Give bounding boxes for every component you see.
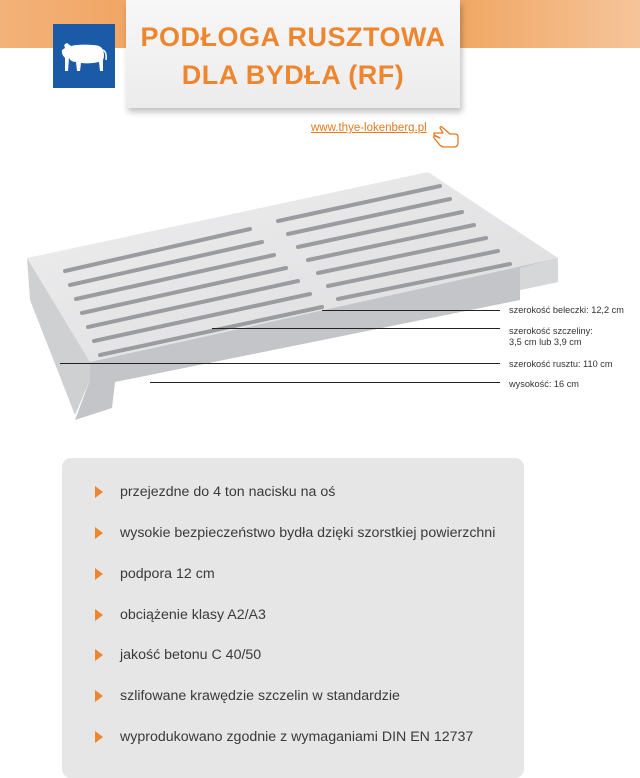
annotation-height: wysokość: 16 cm	[509, 379, 579, 389]
feature-text: szlifowane krawędzie szczelin w standardzie	[120, 688, 400, 704]
triangle-bullet-icon	[95, 649, 103, 661]
title-panel	[126, 0, 460, 108]
triangle-bullet-icon	[95, 486, 103, 498]
feature-text: obciążenie klasy A2/A3	[120, 607, 266, 623]
annotation-beam-width: szerokość beleczki: 12,2 cm	[509, 305, 624, 315]
triangle-bullet-icon	[95, 731, 103, 743]
hand-pointer-icon	[431, 124, 461, 150]
feature-item	[95, 647, 261, 663]
triangle-bullet-icon	[95, 527, 103, 539]
cow-icon	[59, 38, 109, 74]
feature-item	[95, 688, 400, 704]
feature-text: jakość betonu C 40/50	[120, 647, 262, 663]
triangle-bullet-icon	[95, 568, 103, 580]
feature-item	[95, 729, 473, 745]
feature-item	[95, 607, 266, 623]
feature-item	[95, 484, 335, 500]
annotation-slot-width-2: 3,5 cm lub 3,9 cm	[509, 337, 582, 347]
feature-text: podpora 12 cm	[120, 566, 215, 582]
annotation-line-height	[150, 382, 500, 383]
annotation-grate-width: szerokość rusztu: 110 cm	[509, 359, 613, 369]
feature-text: wysokie bezpieczeństwo bydła dzięki szorstkiej powierzchni	[120, 525, 496, 541]
website-link[interactable]: www.thye-lokenberg.pl	[311, 122, 427, 134]
annotation-slot-width-1: szerokość szczeliny:	[509, 326, 593, 336]
feature-text: przejezdne do 4 ton nacisku na oś	[120, 484, 336, 500]
page-title-line1: PODŁOGA RUSZTOWA	[140, 22, 446, 52]
triangle-bullet-icon	[95, 609, 103, 621]
annotation-line-slot	[212, 328, 500, 329]
triangle-bullet-icon	[95, 690, 103, 702]
feature-item	[95, 525, 495, 541]
feature-item	[95, 566, 215, 582]
page-title-line2: DLA BYDŁA (RF)	[181, 60, 405, 90]
annotation-line-width	[60, 363, 500, 364]
feature-text: wyprodukowano zgodnie z wymaganiami DIN EN 12737	[120, 729, 474, 745]
annotation-line-beam	[322, 310, 500, 311]
cow-badge	[53, 24, 115, 88]
